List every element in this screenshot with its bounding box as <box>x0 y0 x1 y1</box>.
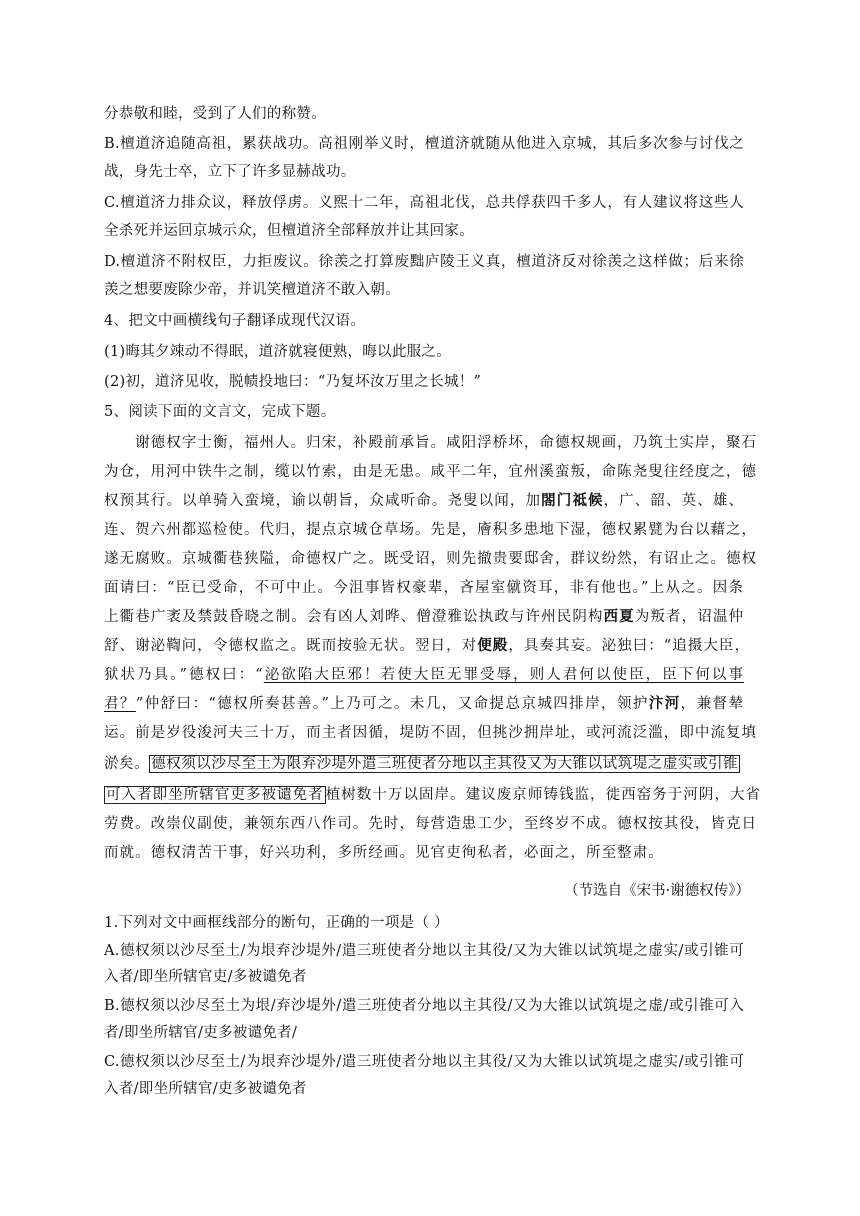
passage-text: 权预其行。以单骑入蛮境，谕以朝旨，众咸听命。尧叟以闻，加 <box>104 493 542 509</box>
passage-text: ”仲舒曰：“德权所奏甚善。”上乃可之。未几，又命提总京城四排岸，领护 <box>135 696 649 712</box>
passage-text: ，具奏其妄。泌独曰：“追摄大臣， <box>508 638 751 654</box>
option-a-line-2: 入者/即坐所辖官吏/多被谴免者 <box>104 969 307 985</box>
framed-sentence: 可入者即坐所辖官吏多被谴免者 <box>106 787 324 803</box>
question-stem: 1.下列对文中画框线部分的断句，正确的一项是（ ） <box>104 915 449 931</box>
question-5-heading: 5、阅读下面的文言文，完成下题。 <box>104 404 336 420</box>
passage-line <box>104 665 744 685</box>
passage-text: ，兼督辇 <box>680 696 744 712</box>
option-b-line-2: 者/即坐所辖官/吏多被谴免者/ <box>104 1025 298 1041</box>
option-c-line-2: 入者/即坐所辖官/吏多被谴免者 <box>104 1081 307 1097</box>
option-c-line-1: C.德权须以沙尽至土/为垠弃沙堤外/遣三班使者分地以主其役/又为大锥以试筑堤之虚实/或引锥可 <box>104 1054 744 1070</box>
passage-line: 运。前是岁役浚河夫三十万，而主者因循，堤防不固，但挑沙拥岸址，或河流泛滥，即中流复填 <box>104 725 758 741</box>
passage-text: 植树数十万以固岸。建议废京师铸钱监，徙西窑务于河阴，大省 <box>325 787 762 803</box>
passage-line: 遂无腐败。京城衢巷狭隘，命德权广之。既受诏，则先撤贵要邸舍，群议纷然，有诏止之。德权 <box>104 551 758 567</box>
bold-term: 西夏 <box>603 608 635 625</box>
passage-line <box>104 607 744 627</box>
passage-line: 而就。德权清苦干事，好兴功利，多所经画。见官吏徇私者，必面之，所至整肃。 <box>104 845 664 861</box>
question-4-heading: 4、把文中画横线句子翻译成现代汉语。 <box>104 313 366 329</box>
bold-term: 閤门祗候 <box>541 492 604 509</box>
framed-sentence: 德权须以沙尽至土为限弃沙堤外遣三班使者分地以主其役又为大锥以试筑堤之虚实或引锥 <box>151 756 739 772</box>
passage-line <box>104 694 744 714</box>
option-b-line-1: B.德权须以沙尽至土为垠/弃沙堤外/遣三班使者分地以主其役/又为大锥以试筑堤之虚/或引锥可入 <box>104 998 744 1014</box>
passage-text: ，广、韶、英、雄、 <box>603 493 744 509</box>
passage-line <box>104 785 762 805</box>
passage-line: 谢德权字士衡，福州人。归宋，补殿前承旨。咸阳浮桥坏，命德权规画，乃筑土实岸，聚石 <box>104 435 758 451</box>
option-c-line-2: 全杀死并运回京城示众，但檀道济全部释放并让其回家。 <box>104 223 474 239</box>
passage-text: 淤矣。 <box>104 756 150 772</box>
option-b-line-1: B.檀道济追随高祖，累获战功。高祖刚举义时，檀道济就随从他进入京城，其后多次参与讨伐之 <box>104 136 744 152</box>
passage-line: 连、贺六州都巡检使。代归，提点京城仓草场。先是，廥积多患地下湿，德权累甓为台以藉之， <box>104 522 758 538</box>
passage-line <box>104 754 740 774</box>
bold-term: 便殿 <box>477 637 509 654</box>
passage-text: 舒、谢泌鞫问，令德权监之。既而按验无状。翌日，对 <box>104 638 478 654</box>
underlined-sentence: 君？ <box>104 696 136 712</box>
underlined-sentence: 泌欲陷大臣邪！若使大臣无罪受辱，则人君何以使臣，臣下何以事 <box>263 667 744 683</box>
passage-line: 劳费。改崇仪副使，兼领东西八作司。先时，每营造患工少，至终岁不成。德权按其役，皆克日 <box>104 816 758 832</box>
option-b-line-2: 战，身先士卒，立下了许多显赫战功。 <box>104 164 356 180</box>
option-a-continuation: 分恭敬和睦，受到了人们的称赞。 <box>104 106 326 122</box>
passage-line: 面请曰：“臣已受命，不可中止。今沮事皆权豪辈，吝屋室僦资耳，非有他也。”上从之。因条 <box>104 580 744 596</box>
passage-line <box>104 636 751 656</box>
passage-line: 为仓，用河中铁牛之制，缆以竹索，由是无患。咸平二年，宜州溪蛮叛，命陈尧叟往经度之，德 <box>104 464 758 480</box>
bold-term: 汴河 <box>648 695 681 712</box>
passage-text: 为叛者，诏温仲 <box>634 609 744 625</box>
option-a-line-1: A.德权须以沙尽至土/为垠弃沙堤外/遣三班使者分地以主其役/又为大锥以试筑堤之虚实/或引锥可 <box>104 943 744 959</box>
question-4-item-1: (1)晦其夕竦动不得眠，道济就寝便熟，晦以此服之。 <box>104 344 452 360</box>
passage-source: （节选自《宋书·谢德权传》） <box>564 883 750 899</box>
option-d-line-1: D.檀道济不附权臣，力拒废议。徐羡之打算废黜庐陵王义真，檀道济反对徐羡之这样做；后来徐 <box>104 254 744 270</box>
option-c-line-1: C.檀道济力排众议，释放俘虏。义熙十二年，高祖北伐，总共俘获四千多人，有人建议将这些人 <box>104 195 744 211</box>
option-d-line-2: 羡之想要废除少帝，并讥笑檀道济不敢入朝。 <box>104 282 400 298</box>
passage-text: 狱状乃具。”德权曰：“ <box>104 667 264 683</box>
passage-text: 上衢巷广袤及禁鼓昏晓之制。会有凶人刘晔、僧澄雅讼执政与许州民阴构 <box>104 609 604 625</box>
passage-line <box>104 491 744 511</box>
question-4-item-2: (2)初，道济见收，脱帻投地曰：“乃复坏汝万里之长城！” <box>104 374 482 390</box>
